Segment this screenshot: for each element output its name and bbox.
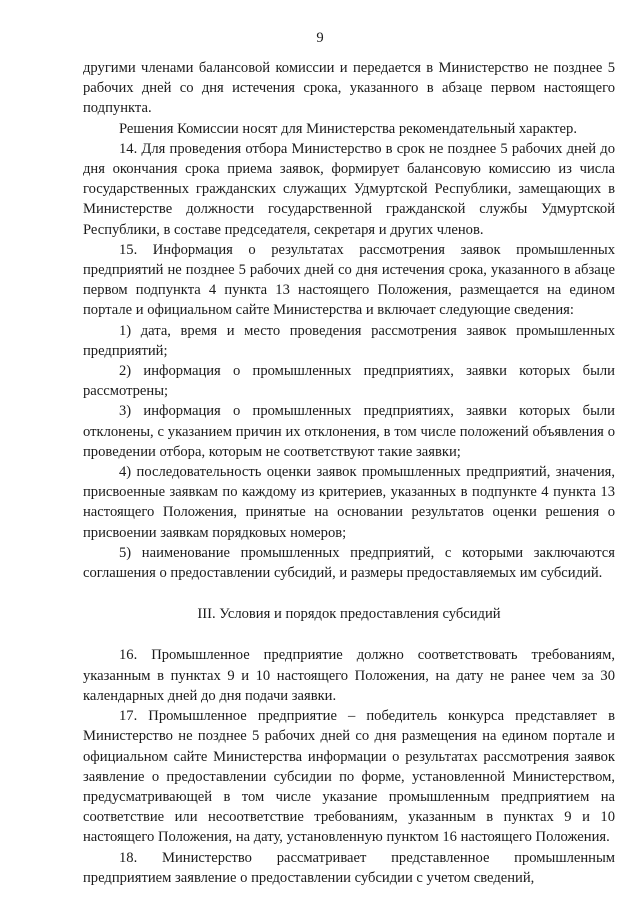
list-item: 2) информация о промышленных предприятиях, заявки которых были рассмотрены; [83,363,615,400]
paragraph: другими членами балансовой комиссии и передается в Министерство не позднее 5 рабочих дней со дня истечения срока, указанного в абзаце первом настоящего подпункта. [83,60,615,117]
document-body [83,58,615,888]
list-item: 5) наименование промышленных предприятий, с которыми заключаются соглашения о предоставлении субсидий, и размеры предоставляемых им субсидий. [83,544,615,582]
paragraph-item-14: 14. Для проведения отбора Министерство в срок не позднее 5 рабочих дней до дня окончания срока приема заявок, формирует балансовую комиссию из числа государственных гражданских служащих Удмуртской Республики, замещающих в Министерстве должности государственной гражданской службы Удмуртской Республики, в составе председателя, секретаря и других членов. [83,140,615,238]
page-number: 9 [316,30,324,46]
paragraph: Решения Комиссии носят для Министерства рекомендательный характер. [119,120,577,137]
section-heading: III. Условия и порядок предоставления субсидий [197,606,501,623]
paragraph-item-15: 15. Информация о результатах рассмотрения заявок промышленных предприятий не позднее 5 рабочих дней со дня истечения срока, указанного в абзаце первом подпункта 4 пункта 13 настоящего Положения, размещается на едином портале и официальном сайте Министерства и включает следующие сведения: [83,241,615,319]
paragraph-item-16: 16. Промышленное предприятие должно соответствовать требованиям, указанным в пунктах 9 и 10 настоящего Положения, на дату не ранее чем за 30 календарных дней до дня подачи заявки. [83,647,615,704]
paragraph-item-18: 18. Министерство рассматривает представленное промышленным предприятием заявление о предоставлении субсидии с учетом сведений, [83,849,615,886]
paragraph-item-17: 17. Промышленное предприятие – победитель конкурса представляет в Министерство не позднее 5 рабочих дней со дня размещения на едином портале и официальном сайте Министерства информации о результатах рассмотрения заявок заявление о предоставлении субсидии по форме, установленной Министерством, предусматривающей в том числе указание промышленным предприятием на соответствие или несоответствие требованиям, указанным в пунктах 9 и 10 настоящего Положения, на дату, установленную пунктом 16 настоящего Положения. [83,708,615,846]
list-item: 4) последовательность оценки заявок промышленных предприятий, значения, присвоенные заявкам по каждому из критериев, указанных в подпункте 4 пункта 13 настоящего Положения, принятые на основании результатов оценки решения о присвоении заявкам порядковых номеров; [83,464,615,541]
list-item: 1) дата, время и место проведения рассмотрения заявок промышленных предприятий; [83,322,615,359]
list-item: 3) информация о промышленных предприятиях, заявки которых были отклонены, с указанием причин их отклонения, в том числе положений объявления о проведении отбора, которым не соответствуют такие заявки; [83,403,615,460]
